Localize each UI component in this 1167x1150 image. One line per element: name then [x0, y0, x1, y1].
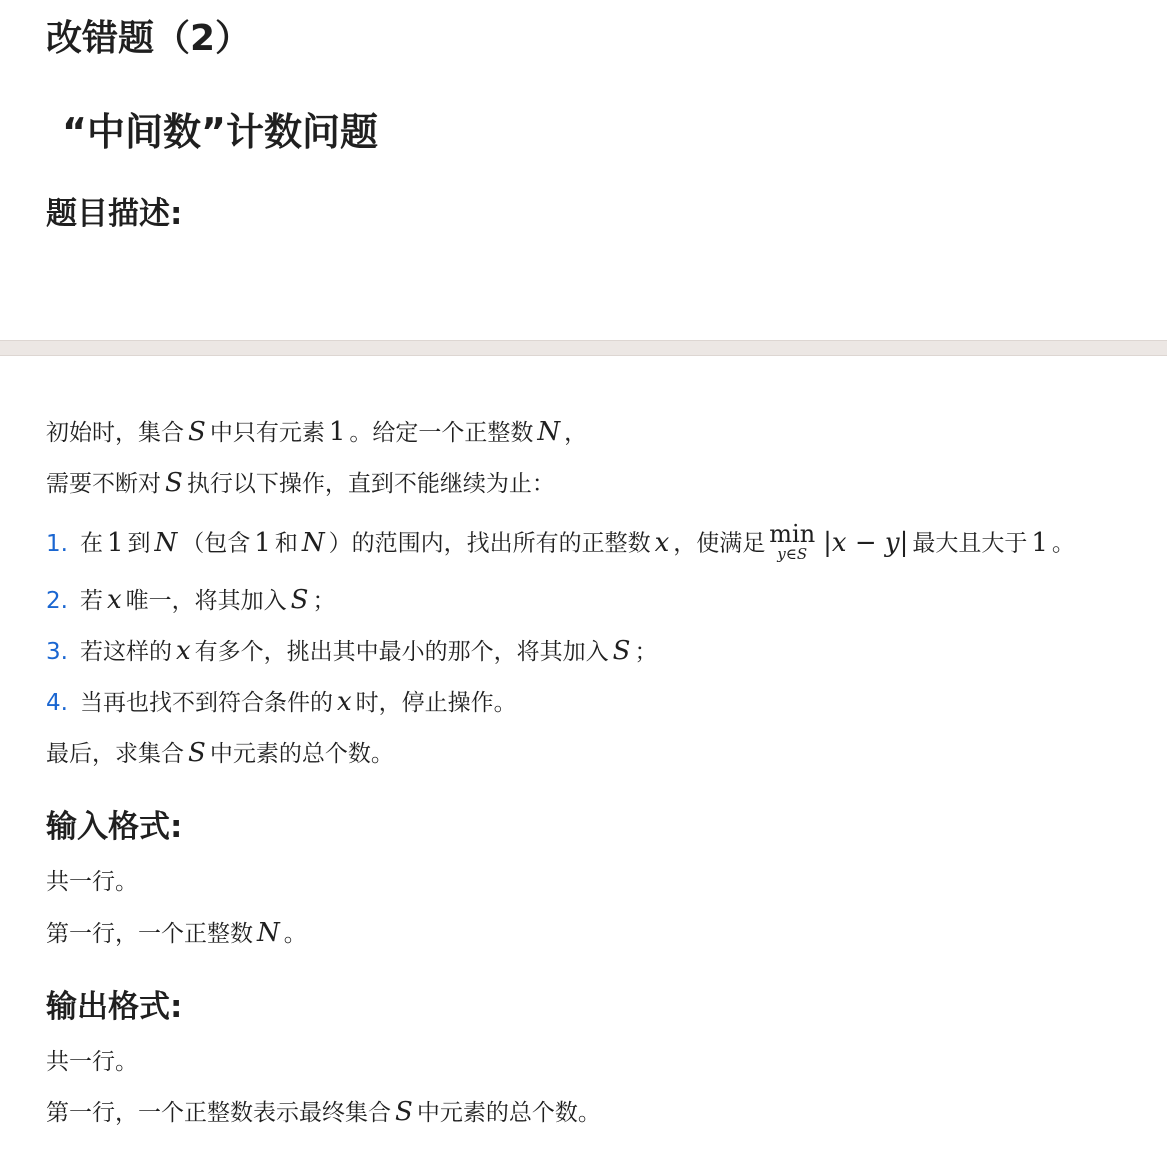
list-number: 3.	[46, 639, 68, 665]
output-line-2: 第一行，一个正整数表示最终集合 S 中元素的总个数。	[46, 1097, 601, 1127]
list-number: 1.	[46, 530, 68, 557]
list-number: 2.	[46, 588, 68, 614]
input-line-1: 共一行。	[46, 869, 138, 895]
list-number: 4.	[46, 690, 68, 716]
desc-final-line: 最后，求集合 S 中元素的总个数。	[46, 738, 394, 768]
list-item: 3. 若这样的 x 有多个，挑出其中最小的那个，将其加入 S ；	[46, 634, 657, 669]
math-N: N	[537, 417, 561, 447]
description-heading: 题目描述:	[46, 196, 183, 232]
list-item: 2. 若 x 唯一，将其加入 S ；	[46, 583, 335, 618]
output-line-1: 共一行。	[46, 1049, 138, 1075]
header-section	[0, 0, 1167, 340]
abs-expression: |x − y|	[823, 527, 909, 558]
desc-line-1: 初始时，集合 S 中只有元素 1 。给定一个正整数 N ，	[46, 417, 588, 447]
input-line-2: 第一行，一个正整数 N 。	[46, 918, 307, 948]
list-item: 4. 当再也找不到符合条件的 x 时，停止操作。	[46, 685, 517, 720]
math-S: S	[188, 417, 206, 447]
desc-line-2: 需要不断对 S 执行以下操作，直到不能继续为止：	[46, 468, 555, 498]
input-format-heading: 输入格式:	[46, 809, 183, 845]
output-format-heading: 输出格式:	[46, 989, 183, 1025]
list-item: 1. 在 1 到 N （包含 1 和 N ）的范围内，找出所有的正整数 x ，使满足 min y∈S |x − y| 最大且大于 1 。	[46, 520, 1075, 563]
problem-title: “中间数”计数问题	[62, 110, 378, 154]
math-S: S	[165, 468, 183, 498]
section-divider	[0, 340, 1167, 356]
page-title: 改错题（2）	[46, 18, 252, 59]
math-one: 1	[328, 417, 346, 447]
min-operator: min y∈S	[769, 520, 816, 563]
